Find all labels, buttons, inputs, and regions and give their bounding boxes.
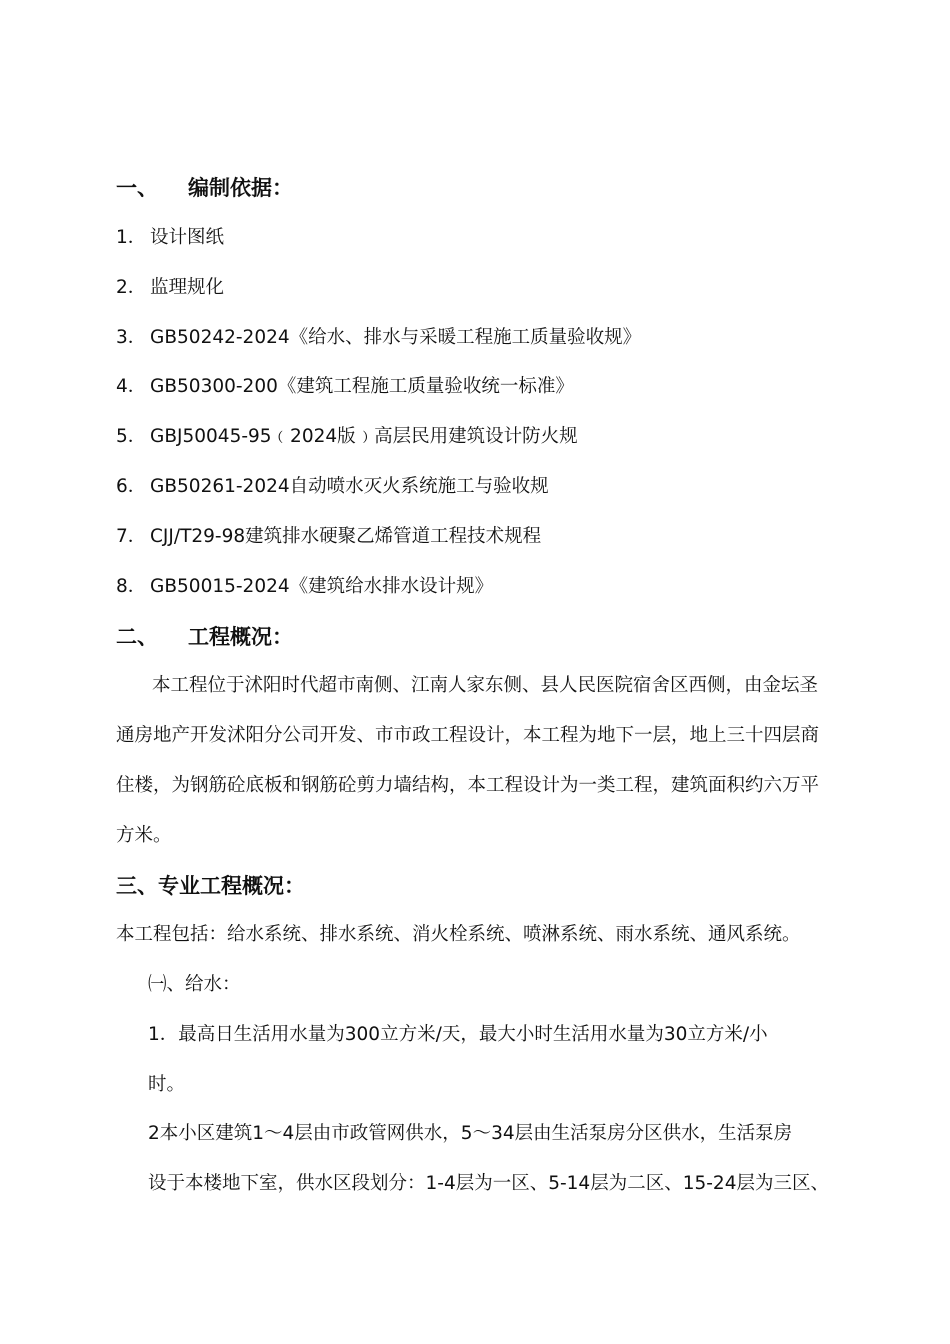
paragraph-line: 方米。 <box>116 825 172 846</box>
list-item <box>116 375 574 399</box>
item-text: GB50242-2024《给水、排水与采暖工程施工质量验收规》 <box>150 327 642 348</box>
item-number: 8． <box>116 576 147 597</box>
list-item <box>116 226 224 250</box>
item-number: 6． <box>116 476 147 497</box>
list-item <box>116 326 641 350</box>
section-title: 工程概况： <box>188 625 293 649</box>
list-item <box>116 575 493 599</box>
subsection-heading: ㈠、给水： <box>148 974 241 995</box>
item-number: 2． <box>116 277 147 298</box>
section-title: 编制依据： <box>188 176 293 200</box>
item-text: 监理规化 <box>150 277 225 298</box>
section-number: 二、 <box>116 625 158 649</box>
paragraph-line: 时。 <box>148 1074 186 1095</box>
item-number: 3． <box>116 327 147 348</box>
item-text: GBJ50045-95﹙2024版﹚高层民用建筑设计防火规 <box>150 426 578 447</box>
section-heading-specialty: 三、专业工程概况： <box>116 874 305 898</box>
item-number: 5． <box>116 426 147 447</box>
list-item <box>116 525 541 549</box>
paragraph-line: 通房地产开发沭阳分公司开发、市市政工程设计，本工程为地下一层，地上三十四层商 <box>116 725 820 746</box>
section-heading-overview <box>116 625 293 649</box>
paragraph-line: 设于本楼地下室，供水区段划分：1-4层为一区、5-14层为二区、15-24层为三区、 <box>148 1173 829 1194</box>
paragraph-line: 本工程位于沭阳时代超市南侧、江南人家东侧、县人民医院宿舍区西侧，由金坛圣 <box>152 675 819 696</box>
list-item <box>116 475 549 499</box>
paragraph-line: 住楼，为钢筋砼底板和钢筋砼剪力墙结构，本工程设计为一类工程，建筑面积约六万平 <box>116 775 820 796</box>
item-text: CJJ/T29-98建筑排水硬聚乙烯管道工程技术规程 <box>150 526 542 547</box>
paragraph-line: 1．最高日生活用水量为300立方米/天，最大小时生活用水量为30立方米/小 <box>148 1024 768 1045</box>
item-text: GB50300-200《建筑工程施工质量验收统一标准》 <box>150 376 574 397</box>
paragraph-line: 本工程包括：给水系统、排水系统、消火栓系统、喷淋系统、雨水系统、通风系统。 <box>116 924 801 945</box>
list-item <box>116 425 578 449</box>
item-number: 4． <box>116 376 147 397</box>
section-number: 一、 <box>116 176 158 200</box>
item-text: GB50015-2024《建筑给水排水设计规》 <box>150 576 494 597</box>
item-text: 设计图纸 <box>150 227 225 248</box>
list-item <box>116 276 224 300</box>
paragraph-line: 2本小区建筑1～4层由市政管网供水，5～34层由生活泵房分区供水，生活泵房 <box>148 1123 793 1144</box>
item-number: 1． <box>116 227 147 248</box>
section-heading-basis <box>116 176 293 200</box>
item-text: GB50261-2024自动喷水灭火系统施工与验收规 <box>150 476 549 497</box>
item-number: 7． <box>116 526 147 547</box>
